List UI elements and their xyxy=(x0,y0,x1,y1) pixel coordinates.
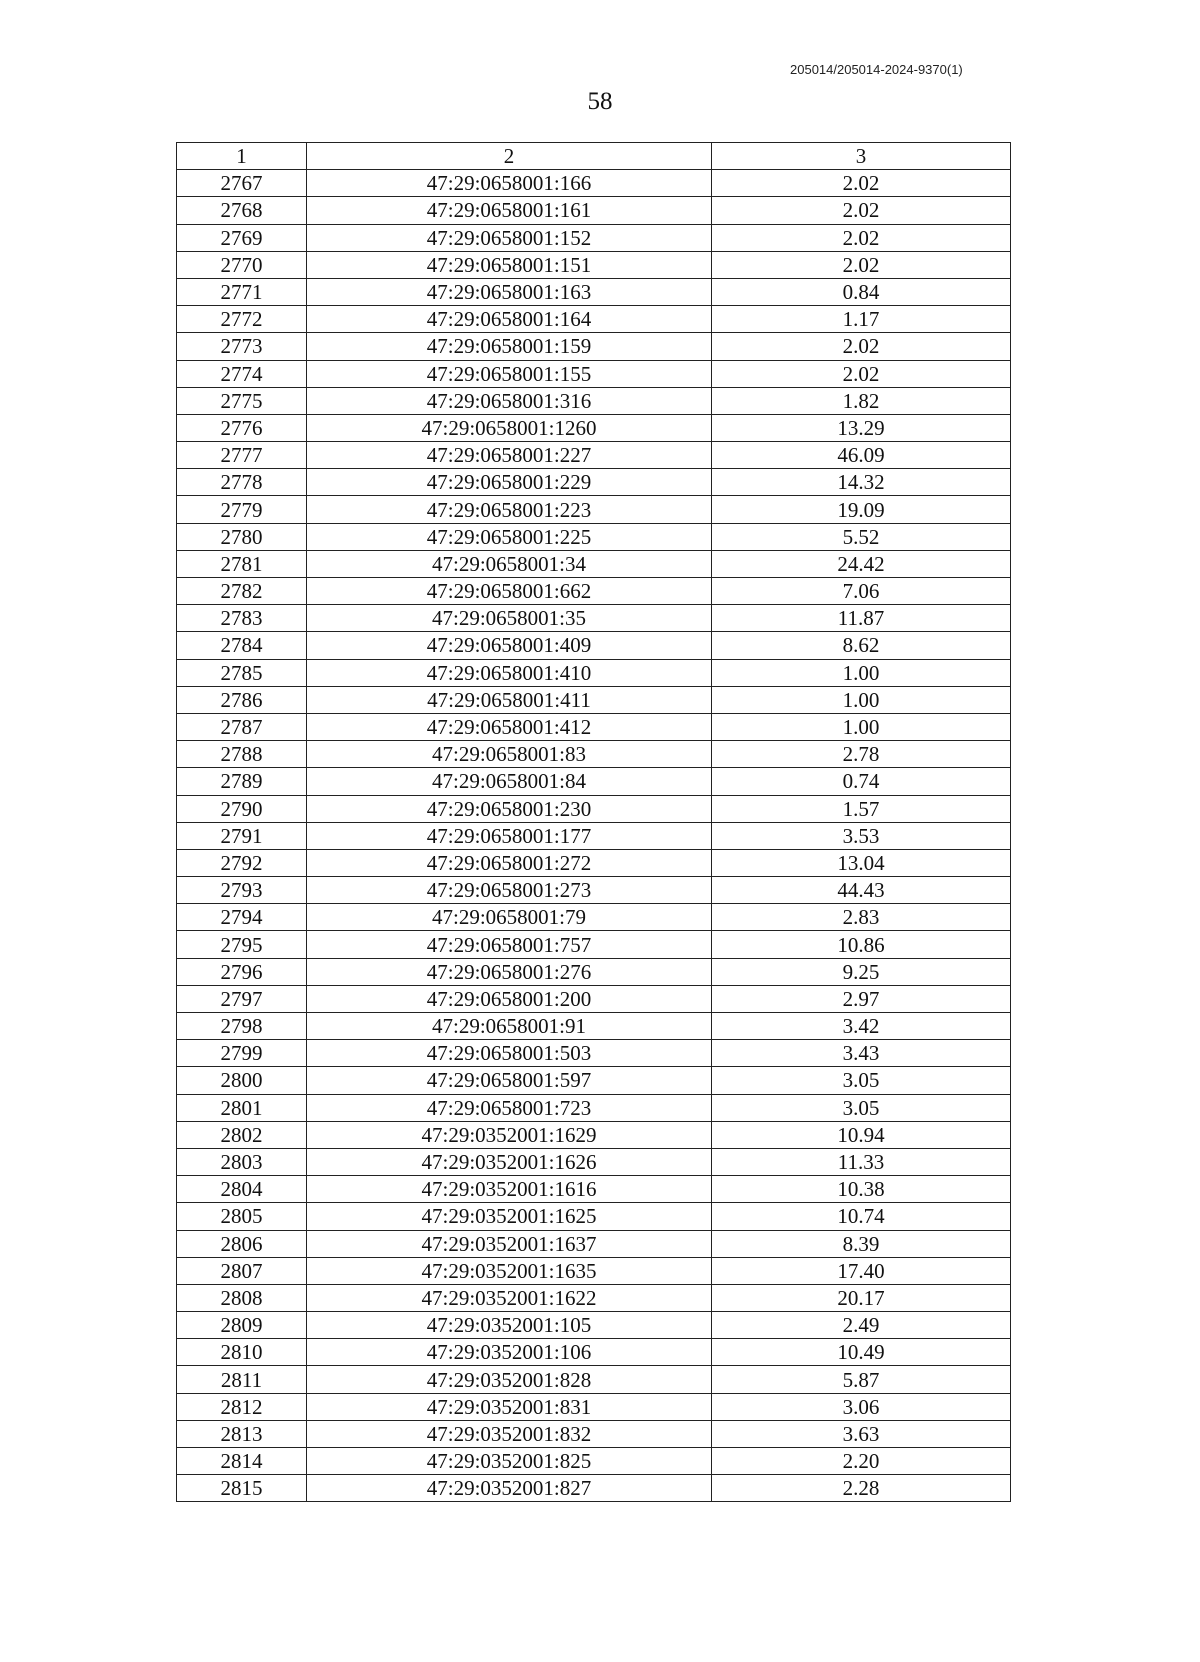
table-row xyxy=(177,414,1011,441)
cadastral-number-cell: 47:29:0658001:230 xyxy=(307,795,712,822)
column-header-2: 2 xyxy=(307,143,712,170)
row-number-cell: 2769 xyxy=(177,224,307,251)
value-cell: 20.17 xyxy=(712,1284,1011,1311)
value-cell: 7.06 xyxy=(712,578,1011,605)
row-number-cell: 2803 xyxy=(177,1148,307,1175)
cadastral-number-cell: 47:29:0658001:79 xyxy=(307,904,712,931)
row-number-cell: 2793 xyxy=(177,877,307,904)
table-row xyxy=(177,741,1011,768)
table-row xyxy=(177,632,1011,659)
row-number-cell: 2771 xyxy=(177,278,307,305)
table-row xyxy=(177,469,1011,496)
row-number-cell: 2806 xyxy=(177,1230,307,1257)
row-number-cell: 2788 xyxy=(177,741,307,768)
row-number-cell: 2808 xyxy=(177,1284,307,1311)
table-row xyxy=(177,931,1011,958)
row-number-cell: 2790 xyxy=(177,795,307,822)
table-row xyxy=(177,1420,1011,1447)
row-number-cell: 2777 xyxy=(177,442,307,469)
table-row xyxy=(177,1176,1011,1203)
table-row xyxy=(177,442,1011,469)
table-row xyxy=(177,659,1011,686)
row-number-cell: 2774 xyxy=(177,360,307,387)
cadastral-number-cell: 47:29:0658001:155 xyxy=(307,360,712,387)
cadastral-number-cell: 47:29:0658001:151 xyxy=(307,251,712,278)
value-cell: 2.78 xyxy=(712,741,1011,768)
row-number-cell: 2785 xyxy=(177,659,307,686)
table-row xyxy=(177,795,1011,822)
value-cell: 13.04 xyxy=(712,849,1011,876)
value-cell: 10.94 xyxy=(712,1121,1011,1148)
row-number-cell: 2778 xyxy=(177,469,307,496)
cadastral-number-cell: 47:29:0352001:832 xyxy=(307,1420,712,1447)
row-number-cell: 2794 xyxy=(177,904,307,931)
cadastral-number-cell: 47:29:0658001:1260 xyxy=(307,414,712,441)
value-cell: 3.05 xyxy=(712,1094,1011,1121)
cadastral-number-cell: 47:29:0658001:503 xyxy=(307,1040,712,1067)
cadastral-number-cell: 47:29:0658001:411 xyxy=(307,686,712,713)
row-number-cell: 2775 xyxy=(177,387,307,414)
value-cell: 3.06 xyxy=(712,1393,1011,1420)
cadastral-number-cell: 47:29:0658001:35 xyxy=(307,605,712,632)
value-cell: 10.49 xyxy=(712,1339,1011,1366)
row-number-cell: 2801 xyxy=(177,1094,307,1121)
value-cell: 1.82 xyxy=(712,387,1011,414)
row-number-cell: 2772 xyxy=(177,306,307,333)
table-row xyxy=(177,768,1011,795)
table-row xyxy=(177,1148,1011,1175)
value-cell: 2.20 xyxy=(712,1448,1011,1475)
table-row xyxy=(177,578,1011,605)
cadastral-number-cell: 47:29:0658001:91 xyxy=(307,1013,712,1040)
row-number-cell: 2813 xyxy=(177,1420,307,1447)
value-cell: 2.83 xyxy=(712,904,1011,931)
cadastral-number-cell: 47:29:0658001:662 xyxy=(307,578,712,605)
row-number-cell: 2807 xyxy=(177,1257,307,1284)
column-header-3: 3 xyxy=(712,143,1011,170)
row-number-cell: 2796 xyxy=(177,958,307,985)
table-row xyxy=(177,904,1011,931)
value-cell: 24.42 xyxy=(712,550,1011,577)
value-cell: 8.62 xyxy=(712,632,1011,659)
row-number-cell: 2815 xyxy=(177,1475,307,1502)
row-number-cell: 2804 xyxy=(177,1176,307,1203)
row-number-cell: 2786 xyxy=(177,686,307,713)
value-cell: 3.43 xyxy=(712,1040,1011,1067)
value-cell: 2.02 xyxy=(712,197,1011,224)
row-number-cell: 2789 xyxy=(177,768,307,795)
cadastral-number-cell: 47:29:0658001:225 xyxy=(307,523,712,550)
document-id: 205014/205014-2024-9370(1) xyxy=(790,62,963,77)
cadastral-number-cell: 47:29:0658001:227 xyxy=(307,442,712,469)
row-number-cell: 2783 xyxy=(177,605,307,632)
table-row xyxy=(177,1257,1011,1284)
cadastral-number-cell: 47:29:0658001:409 xyxy=(307,632,712,659)
value-cell: 11.87 xyxy=(712,605,1011,632)
table-body xyxy=(177,170,1011,1502)
table-row xyxy=(177,333,1011,360)
cadastral-number-cell: 47:29:0658001:273 xyxy=(307,877,712,904)
cadastral-number-cell: 47:29:0658001:177 xyxy=(307,822,712,849)
table-row xyxy=(177,1013,1011,1040)
row-number-cell: 2773 xyxy=(177,333,307,360)
table-header-row xyxy=(177,143,1011,170)
value-cell: 0.84 xyxy=(712,278,1011,305)
table-row xyxy=(177,1040,1011,1067)
page-number: 58 xyxy=(587,88,613,115)
value-cell: 1.00 xyxy=(712,713,1011,740)
row-number-cell: 2767 xyxy=(177,170,307,197)
cadastral-number-cell: 47:29:0658001:84 xyxy=(307,768,712,795)
cadastral-number-cell: 47:29:0352001:1622 xyxy=(307,1284,712,1311)
cadastral-number-cell: 47:29:0658001:34 xyxy=(307,550,712,577)
value-cell: 2.97 xyxy=(712,985,1011,1012)
value-cell: 13.29 xyxy=(712,414,1011,441)
cadastral-number-cell: 47:29:0658001:164 xyxy=(307,306,712,333)
cadastral-number-cell: 47:29:0658001:200 xyxy=(307,985,712,1012)
table-row xyxy=(177,1366,1011,1393)
cadastral-number-cell: 47:29:0658001:229 xyxy=(307,469,712,496)
value-cell: 17.40 xyxy=(712,1257,1011,1284)
value-cell: 5.52 xyxy=(712,523,1011,550)
value-cell: 2.02 xyxy=(712,333,1011,360)
row-number-cell: 2791 xyxy=(177,822,307,849)
cadastral-number-cell: 47:29:0352001:1629 xyxy=(307,1121,712,1148)
value-cell: 2.02 xyxy=(712,224,1011,251)
row-number-cell: 2805 xyxy=(177,1203,307,1230)
value-cell: 46.09 xyxy=(712,442,1011,469)
value-cell: 10.86 xyxy=(712,931,1011,958)
cadastral-number-cell: 47:29:0352001:1625 xyxy=(307,1203,712,1230)
value-cell: 3.42 xyxy=(712,1013,1011,1040)
table-row xyxy=(177,1094,1011,1121)
cadastral-number-cell: 47:29:0352001:106 xyxy=(307,1339,712,1366)
value-cell: 1.17 xyxy=(712,306,1011,333)
row-number-cell: 2795 xyxy=(177,931,307,958)
table-row xyxy=(177,387,1011,414)
value-cell: 3.63 xyxy=(712,1420,1011,1447)
row-number-cell: 2776 xyxy=(177,414,307,441)
value-cell: 3.05 xyxy=(712,1067,1011,1094)
row-number-cell: 2784 xyxy=(177,632,307,659)
row-number-cell: 2782 xyxy=(177,578,307,605)
value-cell: 2.02 xyxy=(712,251,1011,278)
table-row xyxy=(177,1121,1011,1148)
value-cell: 2.02 xyxy=(712,170,1011,197)
row-number-cell: 2798 xyxy=(177,1013,307,1040)
table-row xyxy=(177,605,1011,632)
cadastral-number-cell: 47:29:0658001:272 xyxy=(307,849,712,876)
cadastral-number-cell: 47:29:0352001:1635 xyxy=(307,1257,712,1284)
column-header-1: 1 xyxy=(177,143,307,170)
cadastral-number-cell: 47:29:0658001:757 xyxy=(307,931,712,958)
cadastral-number-cell: 47:29:0352001:827 xyxy=(307,1475,712,1502)
cadastral-number-cell: 47:29:0352001:831 xyxy=(307,1393,712,1420)
value-cell: 1.57 xyxy=(712,795,1011,822)
value-cell: 3.53 xyxy=(712,822,1011,849)
cadastral-number-cell: 47:29:0658001:152 xyxy=(307,224,712,251)
row-number-cell: 2787 xyxy=(177,713,307,740)
table-row xyxy=(177,958,1011,985)
value-cell: 1.00 xyxy=(712,659,1011,686)
cadastral-number-cell: 47:29:0658001:223 xyxy=(307,496,712,523)
row-number-cell: 2814 xyxy=(177,1448,307,1475)
table-row xyxy=(177,224,1011,251)
table-row xyxy=(177,1475,1011,1502)
table-row xyxy=(177,1448,1011,1475)
cadastral-number-cell: 47:29:0352001:1626 xyxy=(307,1148,712,1175)
row-number-cell: 2770 xyxy=(177,251,307,278)
table-row xyxy=(177,849,1011,876)
table-row xyxy=(177,1067,1011,1094)
cadastral-number-cell: 47:29:0658001:166 xyxy=(307,170,712,197)
row-number-cell: 2792 xyxy=(177,849,307,876)
cadastral-number-cell: 47:29:0658001:723 xyxy=(307,1094,712,1121)
value-cell: 9.25 xyxy=(712,958,1011,985)
table-row xyxy=(177,686,1011,713)
cadastral-number-cell: 47:29:0658001:276 xyxy=(307,958,712,985)
value-cell: 5.87 xyxy=(712,1366,1011,1393)
row-number-cell: 2799 xyxy=(177,1040,307,1067)
cadastral-number-cell: 47:29:0658001:83 xyxy=(307,741,712,768)
cadastral-number-cell: 47:29:0658001:412 xyxy=(307,713,712,740)
cadastral-number-cell: 47:29:0658001:161 xyxy=(307,197,712,224)
value-cell: 19.09 xyxy=(712,496,1011,523)
cadastral-number-cell: 47:29:0352001:1616 xyxy=(307,1176,712,1203)
value-cell: 2.28 xyxy=(712,1475,1011,1502)
value-cell: 1.00 xyxy=(712,686,1011,713)
value-cell: 11.33 xyxy=(712,1148,1011,1175)
table-row xyxy=(177,496,1011,523)
value-cell: 10.38 xyxy=(712,1176,1011,1203)
table-row xyxy=(177,1230,1011,1257)
cadastral-number-cell: 47:29:0658001:410 xyxy=(307,659,712,686)
table-row xyxy=(177,1312,1011,1339)
row-number-cell: 2781 xyxy=(177,550,307,577)
row-number-cell: 2779 xyxy=(177,496,307,523)
cadastral-number-cell: 47:29:0658001:597 xyxy=(307,1067,712,1094)
row-number-cell: 2809 xyxy=(177,1312,307,1339)
table-row xyxy=(177,550,1011,577)
row-number-cell: 2802 xyxy=(177,1121,307,1148)
table-row xyxy=(177,713,1011,740)
table-row xyxy=(177,1339,1011,1366)
cadastral-number-cell: 47:29:0352001:825 xyxy=(307,1448,712,1475)
row-number-cell: 2811 xyxy=(177,1366,307,1393)
cadastral-number-cell: 47:29:0352001:105 xyxy=(307,1312,712,1339)
data-table xyxy=(176,142,1011,1502)
table-row xyxy=(177,1393,1011,1420)
value-cell: 8.39 xyxy=(712,1230,1011,1257)
table-row xyxy=(177,877,1011,904)
value-cell: 10.74 xyxy=(712,1203,1011,1230)
table-row xyxy=(177,360,1011,387)
table-row xyxy=(177,1284,1011,1311)
table-row xyxy=(177,278,1011,305)
row-number-cell: 2812 xyxy=(177,1393,307,1420)
value-cell: 2.49 xyxy=(712,1312,1011,1339)
table-row xyxy=(177,523,1011,550)
table-row xyxy=(177,251,1011,278)
value-cell: 44.43 xyxy=(712,877,1011,904)
table-row xyxy=(177,170,1011,197)
table-row xyxy=(177,1203,1011,1230)
table-row xyxy=(177,306,1011,333)
cadastral-number-cell: 47:29:0658001:159 xyxy=(307,333,712,360)
value-cell: 0.74 xyxy=(712,768,1011,795)
cadastral-number-cell: 47:29:0658001:316 xyxy=(307,387,712,414)
value-cell: 14.32 xyxy=(712,469,1011,496)
table-row xyxy=(177,822,1011,849)
table-row xyxy=(177,197,1011,224)
row-number-cell: 2797 xyxy=(177,985,307,1012)
row-number-cell: 2768 xyxy=(177,197,307,224)
row-number-cell: 2800 xyxy=(177,1067,307,1094)
cadastral-number-cell: 47:29:0658001:163 xyxy=(307,278,712,305)
value-cell: 2.02 xyxy=(712,360,1011,387)
row-number-cell: 2810 xyxy=(177,1339,307,1366)
cadastral-number-cell: 47:29:0352001:1637 xyxy=(307,1230,712,1257)
cadastral-number-cell: 47:29:0352001:828 xyxy=(307,1366,712,1393)
table-row xyxy=(177,985,1011,1012)
row-number-cell: 2780 xyxy=(177,523,307,550)
